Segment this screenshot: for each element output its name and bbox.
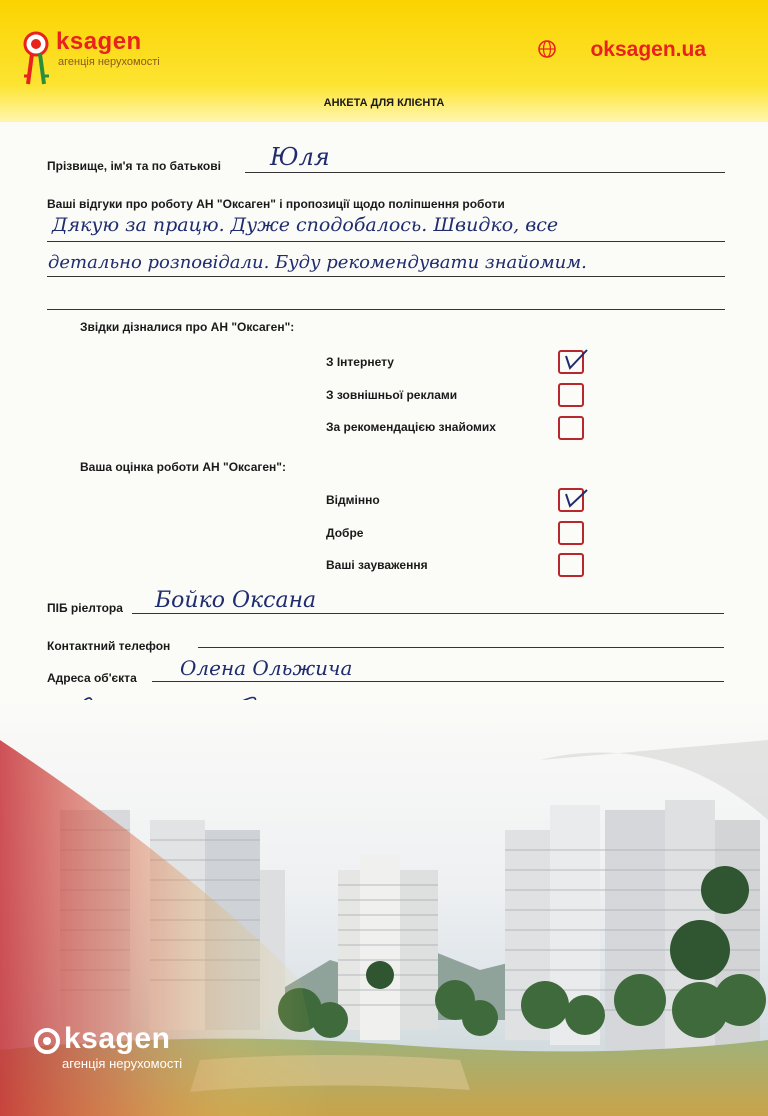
rating-checkbox-excellent[interactable]: [558, 488, 584, 512]
realtor-value[interactable]: Бойко Оксана: [155, 588, 317, 613]
source-checkbox-internet[interactable]: [558, 350, 584, 374]
form-title: АНКЕТА ДЛЯ КЛІЄНТА: [323, 97, 445, 109]
brand-tagline: агенція нерухомості: [58, 56, 160, 68]
name-label: Прізвище, ім'я та по батькові: [47, 159, 221, 173]
source-option-label-referral: За рекомендацією знайомих: [326, 420, 496, 434]
brand-logo: [22, 22, 182, 92]
rating-option-label-good: Добре: [326, 526, 364, 540]
website-link[interactable]: oksagen.ua: [590, 38, 706, 61]
checkmark-icon: [560, 348, 590, 376]
rating-option-label-excellent: Відмінно: [326, 493, 380, 507]
realtor-label: ПІБ ріелтора: [47, 601, 123, 615]
footer-brand-name: ksagen: [64, 1022, 171, 1055]
rating-checkbox-remarks[interactable]: [558, 553, 584, 577]
brand-name: ksagen: [56, 28, 142, 55]
feedback-line-3: [47, 309, 725, 310]
feedback-label: Ваші відгуки про роботу АН "Оксаген" і пропозиції щодо поліпшення роботи: [47, 197, 505, 211]
rating-label: Ваша оцінка роботи АН "Оксаген":: [80, 460, 286, 474]
name-value[interactable]: Юля: [270, 143, 330, 171]
source-option-label-ads: З зовнішньої реклами: [326, 388, 458, 402]
source-checkbox-ads[interactable]: [558, 383, 584, 407]
source-label: Звідки дізналися про АН "Оксаген":: [80, 320, 295, 334]
rating-option-label-remarks: Ваші зауваження: [326, 558, 428, 572]
footer-brand-tagline: агенція нерухомості: [62, 1056, 183, 1071]
address-value[interactable]: Олена Ольжича: [180, 656, 353, 680]
rating-checkbox-good[interactable]: [558, 521, 584, 545]
checkmark-icon: [560, 486, 590, 514]
name-line: [245, 172, 725, 173]
feedback-text-line-2[interactable]: детально розповідали. Буду рекомендувати знайомим.: [48, 252, 587, 273]
feedback-line-2: [47, 276, 725, 277]
address-label: Адреса об'єкта: [47, 671, 137, 685]
realtor-line: [132, 613, 724, 614]
header-banner: [0, 0, 768, 122]
feedback-text-line-1[interactable]: Дякую за працю. Дуже сподобалось. Швидко, все: [52, 214, 559, 236]
address-line: [152, 681, 724, 682]
source-checkbox-referral[interactable]: [558, 416, 584, 440]
source-option-label-internet: З Інтернету: [326, 355, 394, 369]
phone-label: Контактний телефон: [47, 639, 171, 653]
phone-line: [198, 647, 724, 648]
footer-logo-ring-icon: [32, 1026, 62, 1056]
globe-icon: [538, 40, 556, 58]
feedback-line-1: [47, 241, 725, 242]
keys-icon: [22, 28, 52, 88]
